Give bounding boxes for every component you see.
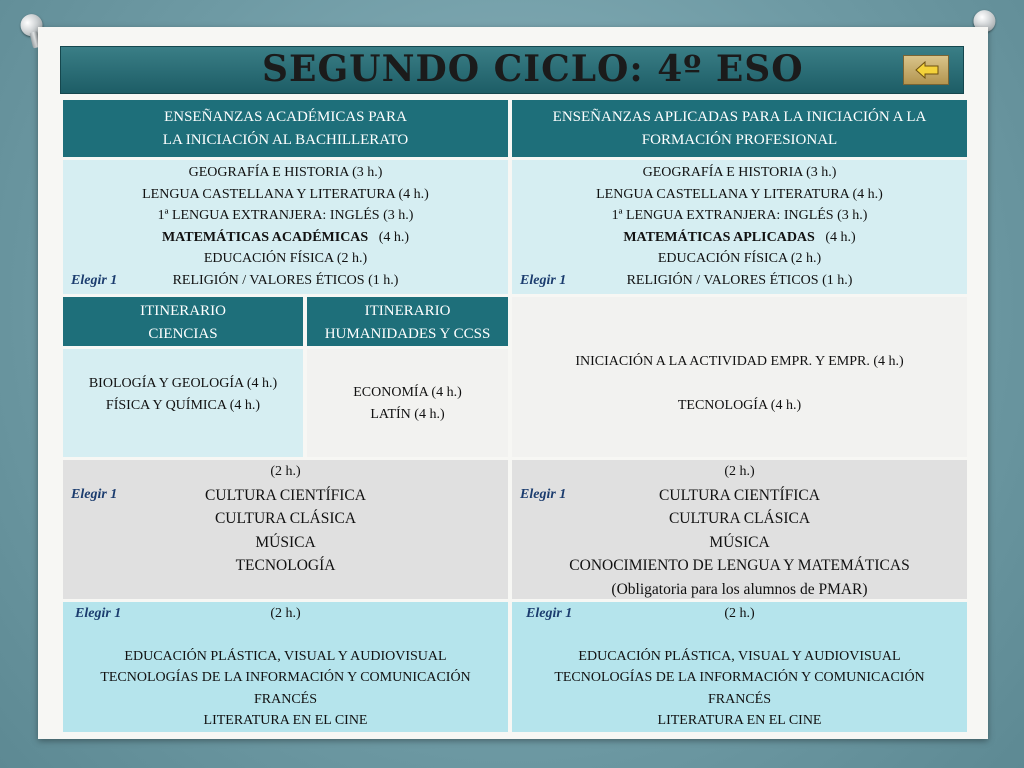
header-line: LA INICIACIÓN AL BACHILLERATO: [162, 132, 409, 148]
subject: EDUCACIÓN PLÁSTICA, VISUAL Y AUDIOVISUAL: [578, 648, 901, 664]
elegir-label: Elegir 1: [526, 606, 573, 621]
header-line: HUMANIDADES Y CCSS: [324, 326, 491, 342]
header-aplicadas: [512, 100, 967, 157]
subject: TECNOLOGÍA: [235, 557, 336, 574]
subject: [512, 227, 967, 249]
header-itinerario-humanidades: [307, 297, 508, 346]
header-line: ENSEÑANZAS APLICADAS PARA LA INICIACIÓN A LA: [552, 109, 927, 125]
subject: EDUCACIÓN FÍSICA (2 h.): [657, 251, 822, 266]
subject: LENGUA CASTELLANA Y LITERATURA (4 h.): [142, 186, 429, 202]
hours-label: (2 h.): [724, 464, 755, 479]
itinerario-ciencias-subjects: [63, 349, 303, 457]
hours-label: (2 h.): [724, 606, 755, 621]
subject: TECNOLOGÍAS DE LA INFORMACIÓN Y COMUNICACIÓN: [100, 670, 471, 685]
header-itinerario-ciencias: [63, 297, 303, 346]
subject: 1ª LENGUA EXTRANJERA: INGLÉS (3 h.): [611, 208, 868, 223]
subject: TECNOLOGÍAS DE LA INFORMACIÓN Y COMUNICACIÓN: [554, 670, 925, 685]
subject: CULTURA CIENTÍFICA: [205, 486, 366, 504]
subject: LITERATURA EN EL CINE: [657, 713, 822, 728]
back-button[interactable]: [903, 55, 949, 85]
optativas-academicas-1: [63, 460, 508, 599]
hours-label: (2 h.): [270, 606, 301, 621]
subject: 1ª LENGUA EXTRANJERA: INGLÉS (3 h.): [157, 208, 414, 223]
arrow-left-icon: [915, 61, 939, 79]
header-line: CIENCIAS: [148, 326, 218, 342]
optativas-aplicadas-2: [512, 602, 967, 732]
subject: LATÍN (4 h.): [370, 406, 445, 422]
subject: LENGUA CASTELLANA Y LITERATURA (4 h.): [596, 186, 883, 202]
core-subjects-aplicadas: [512, 160, 967, 294]
elegir-label: Elegir 1: [75, 606, 122, 621]
subject: INICIACIÓN A LA ACTIVIDAD EMPR. Y EMPR. (4 h.): [575, 354, 904, 369]
subject: LITERATURA EN EL CINE: [203, 713, 368, 728]
subject: GEOGRAFÍA E HISTORIA (3 h.): [642, 165, 837, 180]
itinerario-humanidades-subjects: [307, 349, 508, 457]
subject-highlight: MATEMÁTICAS ACADÉMICAS: [161, 229, 369, 245]
subject: MÚSICA: [709, 533, 770, 551]
header-academicas: [63, 100, 508, 157]
header-line: FORMACIÓN PROFESIONAL: [641, 132, 838, 148]
hours-label: (2 h.): [270, 464, 301, 479]
elegir-label: Elegir 1: [520, 273, 567, 288]
subject: FRANCÉS: [253, 691, 318, 707]
subject: EDUCACIÓN PLÁSTICA, VISUAL Y AUDIOVISUAL: [124, 648, 447, 664]
curriculum-table: [63, 100, 967, 732]
header-line: ENSEÑANZAS ACADÉMICAS PARA: [164, 109, 407, 125]
elegir-label: Elegir 1: [71, 273, 118, 288]
subject-hours: (4 h.): [378, 229, 410, 245]
page-title: SEGUNDO CICLO: 4º ESO: [262, 48, 804, 90]
subject: MÚSICA: [255, 533, 316, 551]
subject: FÍSICA Y QUÍMICA (4 h.): [105, 397, 261, 413]
subject: RELIGIÓN / VALORES ÉTICOS (1 h.): [626, 272, 853, 288]
subject: EDUCACIÓN FÍSICA (2 h.): [203, 251, 368, 266]
header-line: ITINERARIO: [364, 303, 451, 319]
subject: TECNOLOGÍA (4 h.): [677, 397, 802, 413]
subject: [63, 227, 508, 249]
subject: ECONOMÍA (4 h.): [353, 385, 462, 400]
subject: RELIGIÓN / VALORES ÉTICOS (1 h.): [172, 272, 399, 288]
subject-note: (Obligatoria para los alumnos de PMAR): [611, 580, 868, 598]
subject: CONOCIMIENTO DE LENGUA Y MATEMÁTICAS: [569, 557, 910, 574]
subject: BIOLOGÍA Y GEOLOGÍA (4 h.): [88, 376, 278, 391]
subject: FRANCÉS: [707, 691, 772, 707]
optativas-aplicadas-1: [512, 460, 967, 599]
elegir-label: Elegir 1: [520, 487, 567, 502]
subject: CULTURA CIENTÍFICA: [659, 486, 820, 504]
optativas-academicas-2: [63, 602, 508, 732]
elegir-label: Elegir 1: [71, 487, 118, 502]
subject-highlight: MATEMÁTICAS APLICADAS: [623, 229, 815, 245]
header-line: ITINERARIO: [140, 303, 226, 319]
aplicadas-specific-subjects: [512, 297, 967, 457]
core-subjects-academicas: [63, 160, 508, 294]
subject: GEOGRAFÍA E HISTORIA (3 h.): [188, 165, 383, 180]
subject-hours: (4 h.): [825, 229, 856, 245]
subject: CULTURA CLÁSICA: [668, 510, 811, 527]
subject: CULTURA CLÁSICA: [214, 510, 357, 527]
